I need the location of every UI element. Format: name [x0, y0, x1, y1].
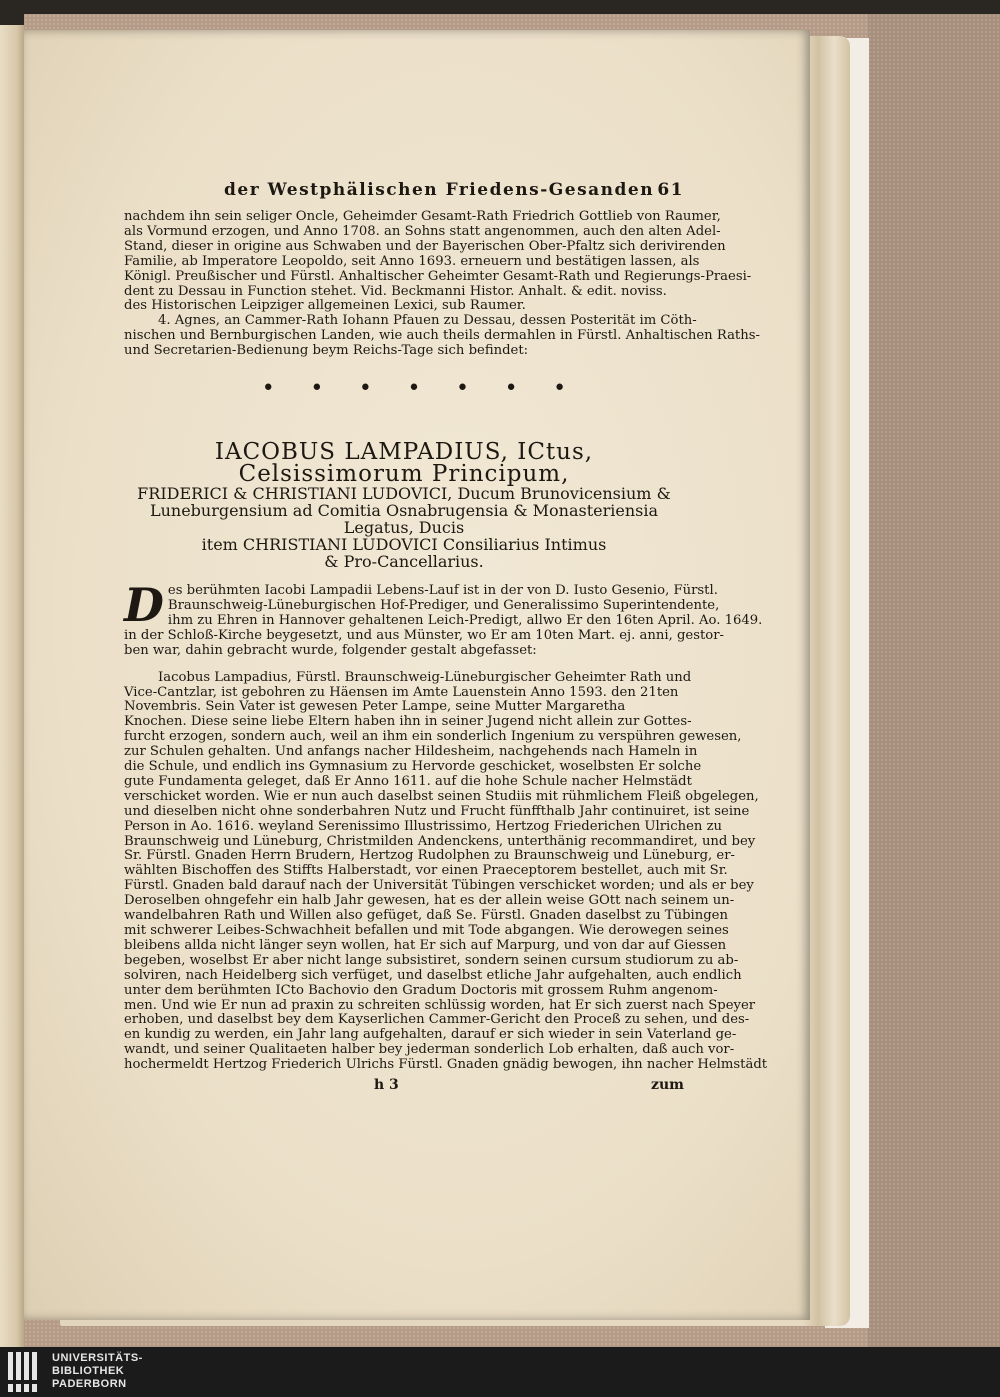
- heading-line: item CHRISTIANI LUDOVICI Consiliarius Intimus: [201, 535, 607, 555]
- text-line: mit schwerer Leibes-Schwachheit befallen und mit Tode abgangen. Wie derowegen seines: [124, 923, 729, 938]
- text-line: es berühmten Iacobi Lampadii Lebens-Lauf ist in der von D. Iusto Gesenio, Fürstl.: [167, 583, 718, 599]
- text-line: begeben, woselbst Er aber nicht lange subsistiret, sondern seinen cursum studiorum zu ab-: [124, 952, 739, 968]
- text-line: als Vormund erzogen, und Anno 1708. an Sohns statt angenommen, auch den alten Adel-: [124, 223, 721, 239]
- section-heading: [124, 441, 684, 570]
- text-line: men. Und wie Er nun ad praxin zu schreiten schlüssig worden, hat Er sich zuerst nach Speyer: [124, 997, 756, 1013]
- text-line: bleibens allda nicht länger seyn wollen, hat Er sich auf Marpurg, und von dar auf Giessen: [124, 937, 727, 953]
- text-line: die Schule, und endlich ins Gymnasium zu Hervorde geschicket, woselbsten Er solche: [124, 759, 702, 775]
- text-line: wandt, und seiner Qualitaeten halber bey jederman sonderlich Lob erhalten, daß auch vor-: [124, 1042, 735, 1058]
- text-line: hochermeldt Hertzog Friederich Ulrichs Fürstl. Gnaden gnädig bewogen, ihn nacher Helmstädt: [124, 1057, 768, 1073]
- paragraph-raumer: [124, 209, 752, 314]
- catchword: zum: [651, 1077, 684, 1094]
- text-line: verschicket worden. Wie er nun auch daselbst seinen Studiis mit rühmlichem Fleiß obgelegen,: [124, 788, 759, 804]
- text-line: nachdem ihn sein seliger Oncle, Geheimder Gesamt-Rath Friedrich Gottlieb von Raumer,: [124, 209, 721, 224]
- book-page: [24, 30, 810, 1320]
- page-content: [124, 180, 768, 1094]
- library-logo-icon: [6, 1350, 44, 1394]
- previous-page-edge: [0, 25, 24, 1347]
- heading-line: Luneburgensium ad Comitia Osnabrugensia & Monasteriensia Legatus, Ducis: [149, 501, 659, 538]
- board-right-section: [868, 14, 1000, 1347]
- text-line: wandelbahren Rath und Willen also gefüget, daß Se. Fürstl. Gnaden daselbst zu Tübingen: [124, 908, 728, 924]
- ornament-dots: • • • • • • •: [261, 376, 567, 402]
- text-line: en kundig zu werden, ein Jahr lang aufgehalten, darauf er sich wieder in sein Vaterland ge-: [124, 1027, 737, 1043]
- paragraph-biography: [124, 669, 768, 1073]
- text-line: Fürstl. Gnaden bald darauf nach der Universität Tübingen verschicket worden; und als er bey: [124, 878, 754, 894]
- text-line: dent zu Dessau in Function stehet. Vid. Beckmanni Histor. Anhalt. & edit. noviss.: [124, 283, 667, 299]
- library-name-line: BIBLIOTHEK: [52, 1365, 125, 1377]
- heading-line: FRIDERICI & CHRISTIANI LUDOVICI, Ducum Brunovicensium &: [137, 484, 671, 504]
- text-line: Sr. Fürstl. Gnaden Herrn Brudern, Hertzog Rudolphen zu Braunschweig und Lüneburg, er-: [124, 848, 735, 864]
- heading-line: IACOBUS LAMPADIUS, ICtus, Celsissimorum Principum,: [214, 439, 594, 488]
- text-line: Königl. Preußischer und Fürstl. Anhaltischer Geheimter Gesamt-Rath und Regierungs-Praesi-: [124, 268, 752, 284]
- text-line: ben war, dahin gebracht wurde, folgender gestalt abgefasset:: [124, 642, 537, 658]
- library-name: [52, 1352, 143, 1391]
- running-title: der Westphälischen Friedens-Gesanden: [224, 180, 655, 200]
- signature-mark: h 3: [374, 1077, 399, 1094]
- text-line: Braunschweig-Lüneburgischen Hof-Prediger, und Generalissimo Superintendente,: [167, 597, 720, 613]
- text-line: erhoben, und daselbst bey dem Kayserlichen Cammer-Gericht den Proceß zu sehen, und des-: [124, 1012, 750, 1028]
- text-line: in der Schloß-Kirche beygesetzt, und aus Münster, wo Er am 10ten Mart. ej. anni, gestor-: [124, 627, 724, 643]
- library-name-line: PADERBORN: [52, 1378, 127, 1390]
- text-line: Stand, dieser in origine aus Schwaben und der Bayerischen Ober-Pfaltz sich derivirenden: [124, 238, 726, 254]
- text-line: Knochen. Diese seine liebe Eltern haben ihn in seiner Jugend nicht allein zur Gottes-: [124, 714, 692, 730]
- paragraph-intro: [124, 578, 763, 659]
- text-line: unter dem berühmten ICto Bachovio den Gradum Doctoris mit grossem Ruhm angenom-: [124, 982, 718, 998]
- library-bar: [0, 1347, 1000, 1397]
- text-line: Novembris. Sein Vater ist gewesen Peter Lampe, seine Mutter Margaretha: [124, 699, 626, 715]
- page-number: 61: [657, 180, 684, 200]
- text-line: Iacobus Lampadius, Fürstl. Braunschweig-Lüneburgischer Geheimter Rath und: [158, 669, 692, 685]
- drop-cap: D: [124, 578, 164, 633]
- page-footer: [124, 1077, 684, 1093]
- text-line: zur Schulen gehalten. Und anfangs nacher Hildesheim, nachgehends nach Hameln in: [124, 744, 698, 760]
- text-line: 4. Agnes, an Cammer-Rath Iohann Pfauen zu Dessau, dessen Posterität im Cöth-: [158, 313, 697, 329]
- text-line: des Historischen Leipziger allgemeinen Lexici, sub Raumer.: [124, 298, 526, 314]
- text-line: und dieselben nicht ohne sonderbahren Nutz und Frucht fünffthalb Jahr continuiret, ist seine: [124, 803, 750, 819]
- text-line: Person in Ao. 1616. weyland Serenissimo Illustrissimo, Hertzog Friederichen Ulrichen zu: [124, 818, 723, 834]
- text-line: Familie, ab Imperatore Leopoldo, seit Anno 1693. erneuern und bestätigen lassen, als: [124, 253, 700, 269]
- running-head: [124, 180, 684, 200]
- text-line: solviren, nach Heidelberg sich verfüget, und daselbst etliche Jahr aufgehalten, auch endlich: [124, 967, 742, 983]
- text-line: und Secretarien-Bedienung beym Reichs-Tage sich befindet:: [124, 343, 529, 359]
- text-line: Deroselben ohngefehr ein halb Jahr gewesen, hat es der allein weise GOtt nach seinem un-: [124, 893, 735, 909]
- text-line: nischen und Bernburgischen Landen, wie auch theils dermahlen in Fürstl. Anhaltischen Raths-: [124, 328, 760, 344]
- text-line: Braunschweig und Lüneburg, Christmilden Andenckens, unterthänig recommandiret, und bey: [124, 833, 756, 849]
- heading-line: & Pro-Cancellarius.: [324, 552, 484, 572]
- paragraph-agnes: [124, 313, 760, 359]
- text-line: furcht erzogen, sondern auch, weil an ihm ein sonderlich Ingenium zu verspühren gewesen,: [124, 729, 742, 745]
- text-line: ihm zu Ehren in Hannover gehaltenen Leich-Predigt, allwo Er den 16ten April. Ao. 1649.: [167, 612, 763, 628]
- text-line: wählten Bischoffen des Stiffts Halberstadt, vor einen Praeceptorem bestellet, auch mit Sr.: [124, 863, 728, 879]
- text-line: gute Fundamenta geleget, daß Er Anno 1611. auf die hohe Schule nacher Helmstädt: [124, 773, 692, 789]
- library-name-line: UNIVERSITÄTS-: [52, 1352, 143, 1364]
- text-line: Vice-Cantzlar, ist gebohren zu Häensen im Amte Lauenstein Anno 1593. den 21ten: [124, 684, 679, 700]
